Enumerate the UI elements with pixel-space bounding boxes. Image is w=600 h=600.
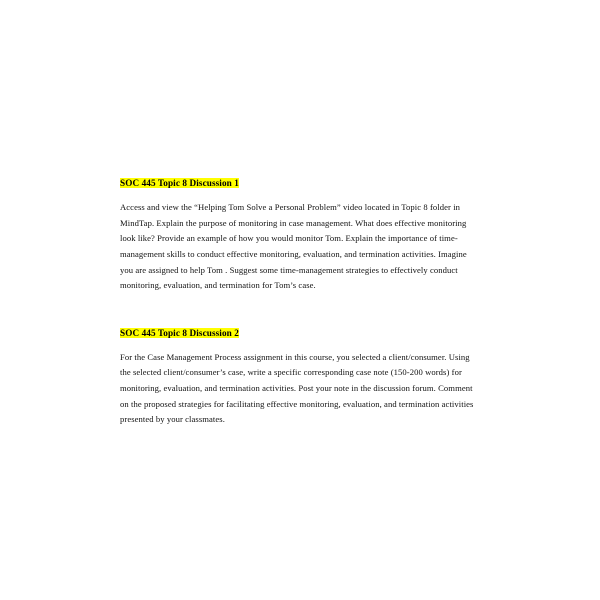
discussion-2-heading: SOC 445 Topic 8 Discussion 2	[120, 327, 239, 338]
section-heading-wrapper	[120, 320, 480, 344]
document-content	[120, 170, 480, 428]
section-heading-wrapper	[120, 170, 480, 194]
discussion-section-1	[120, 170, 480, 294]
discussion-section-2	[120, 320, 480, 428]
discussion-1-heading: SOC 445 Topic 8 Discussion 1	[120, 178, 239, 188]
discussion-1-body: Access and view the “Helping Tom Solve a Personal Problem” video located in Topic 8 folder in MindTap. Explain the purpose of monitoring in case management. What does effective monitoring look like? Provide an example of how you would monitor Tom. Explain the importance of time-management skills to conduct effective monitoring, evaluation, and termination activities. Imagine you are assigned to help Tom . Suggest some time-management strategies to effectively conduct monitoring, evaluation, and termination for Tom’s case.	[120, 202, 467, 291]
discussion-2-body: For the Case Management Process assignment in this course, you selected a client/consumer. Using the selected client/consumer’s case, write a specific corresponding case note (150-200 words) for monitoring, evaluation, and termination activities. Post your note in the discussion forum. Comment on the proposed strategies for facilitating effective monitoring, evaluation, and termination activities presented by your classmates.	[120, 351, 474, 425]
